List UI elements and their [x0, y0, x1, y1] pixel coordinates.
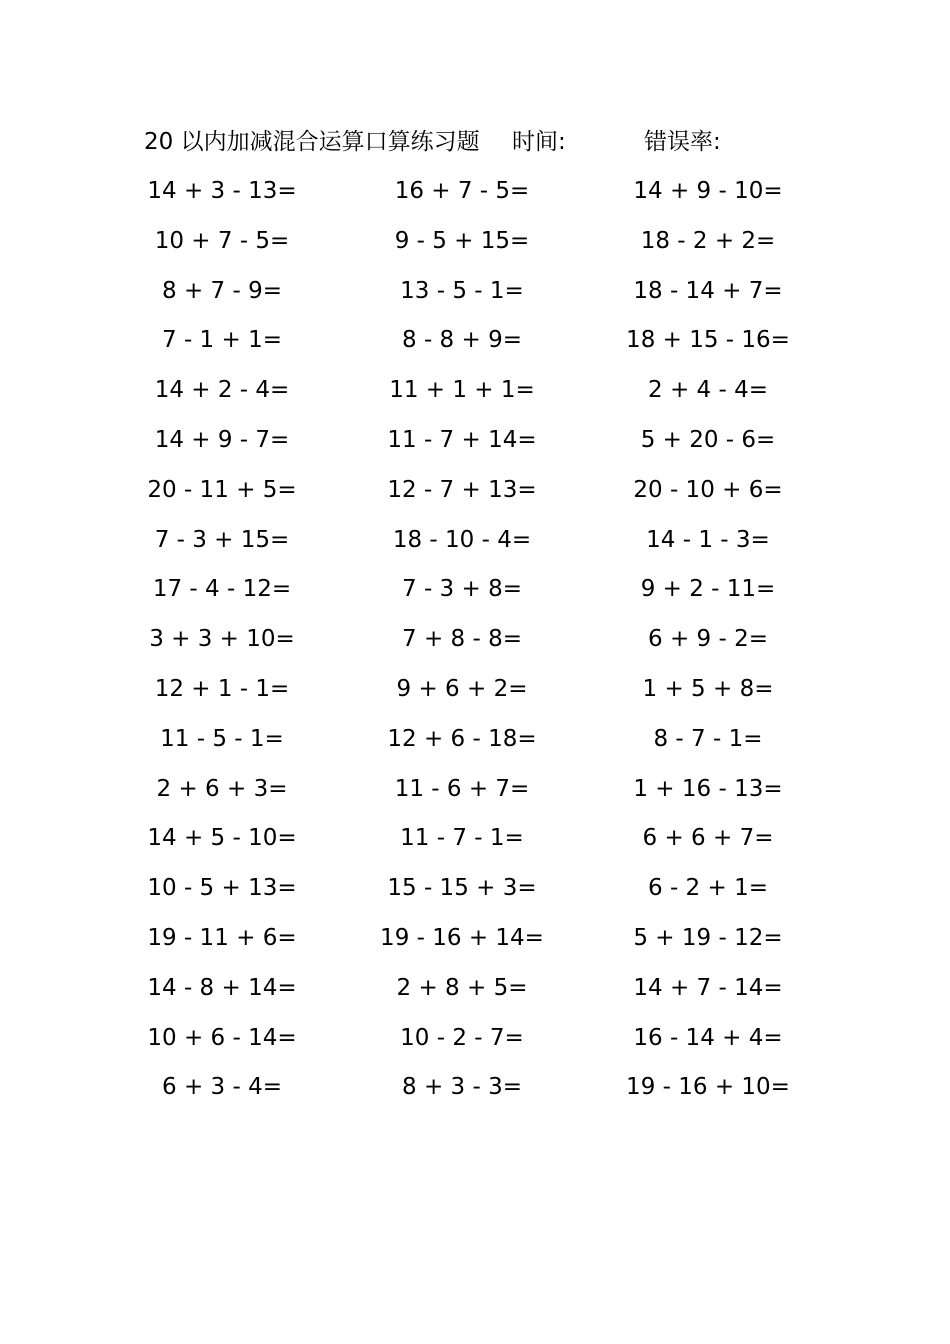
- arithmetic-problem: 5 + 19 - 12=: [633, 924, 783, 951]
- time-label: 时间:: [512, 129, 566, 155]
- problem-row: [140, 422, 810, 472]
- arithmetic-problem: 14 + 5 - 10=: [147, 825, 297, 852]
- arithmetic-problem: 10 + 6 - 14=: [147, 1024, 297, 1051]
- arithmetic-problem: 18 + 15 - 16=: [626, 327, 790, 354]
- arithmetic-problem: 16 - 14 + 4=: [633, 1024, 783, 1051]
- arithmetic-problem: 6 + 6 + 7=: [642, 825, 774, 852]
- arithmetic-problem: 12 + 1 - 1=: [154, 675, 290, 702]
- arithmetic-problem: 14 + 7 - 14=: [633, 974, 783, 1001]
- arithmetic-problem: 18 - 10 - 4=: [392, 526, 532, 553]
- arithmetic-problem: 10 - 5 + 13=: [147, 875, 297, 902]
- arithmetic-problem: 17 - 4 - 12=: [152, 576, 292, 603]
- arithmetic-problem: 8 + 7 - 9=: [162, 277, 282, 304]
- arithmetic-problem: 6 - 2 + 1=: [648, 875, 768, 902]
- arithmetic-problem: 13 - 5 - 1=: [400, 277, 524, 304]
- arithmetic-problem: 14 + 2 - 4=: [154, 377, 290, 404]
- arithmetic-problem: 6 + 9 - 2=: [648, 626, 768, 653]
- arithmetic-problem: 14 + 3 - 13=: [147, 178, 297, 204]
- arithmetic-problem: 11 - 5 - 1=: [160, 725, 284, 752]
- arithmetic-problem: 18 - 2 + 2=: [640, 227, 776, 254]
- arithmetic-problem: 11 + 1 + 1=: [389, 377, 535, 404]
- arithmetic-problem: 16 + 7 - 5=: [394, 178, 530, 204]
- problem-row: [140, 472, 810, 522]
- arithmetic-problem: 14 - 8 + 14=: [147, 974, 297, 1001]
- error-rate-label: 错误率:: [644, 129, 721, 155]
- arithmetic-problem: 20 - 10 + 6=: [633, 476, 783, 503]
- arithmetic-problem: 7 - 3 + 8=: [402, 576, 522, 603]
- arithmetic-problem: 19 - 11 + 6=: [147, 924, 297, 951]
- arithmetic-problem: 1 + 5 + 8=: [642, 675, 774, 702]
- arithmetic-problem: 14 + 9 - 7=: [154, 426, 290, 453]
- arithmetic-problem: 18 - 14 + 7=: [633, 277, 783, 304]
- arithmetic-problem: 8 - 7 - 1=: [653, 725, 763, 752]
- arithmetic-problem: 2 + 8 + 5=: [396, 974, 528, 1001]
- problem-row: [140, 571, 810, 621]
- problem-row: [140, 621, 810, 671]
- problem-row: [140, 671, 810, 721]
- problem-row: [140, 970, 810, 1020]
- problem-row: [140, 322, 810, 372]
- arithmetic-problem: 8 + 3 - 3=: [402, 1074, 522, 1101]
- arithmetic-problem: 10 - 2 - 7=: [400, 1024, 524, 1051]
- worksheet-header: [144, 124, 804, 160]
- arithmetic-problem: 11 - 7 + 14=: [387, 426, 537, 453]
- arithmetic-problem: 11 - 7 - 1=: [400, 825, 524, 852]
- problem-row: [140, 1020, 810, 1070]
- problem-row: [140, 1069, 810, 1119]
- arithmetic-problem: 19 - 16 + 10=: [626, 1074, 790, 1101]
- arithmetic-problem: 8 - 8 + 9=: [402, 327, 522, 354]
- arithmetic-problem: 5 + 20 - 6=: [640, 426, 776, 453]
- arithmetic-problem: 12 + 6 - 18=: [387, 725, 537, 752]
- problem-row: [140, 870, 810, 920]
- problem-grid: [140, 173, 810, 1119]
- arithmetic-problem: 9 + 6 + 2=: [396, 675, 528, 702]
- problem-row: [140, 372, 810, 422]
- arithmetic-problem: 15 - 15 + 3=: [387, 875, 537, 902]
- problem-row: [140, 223, 810, 273]
- arithmetic-problem: 2 + 6 + 3=: [156, 775, 288, 802]
- arithmetic-problem: 20 - 11 + 5=: [147, 476, 297, 503]
- arithmetic-problem: 6 + 3 - 4=: [162, 1074, 282, 1101]
- arithmetic-problem: 19 - 16 + 14=: [380, 924, 544, 951]
- arithmetic-problem: 7 - 3 + 15=: [154, 526, 290, 553]
- worksheet-title: 20 以内加减混合运算口算练习题: [144, 129, 480, 155]
- problem-row: [140, 820, 810, 870]
- arithmetic-problem: 7 - 1 + 1=: [162, 327, 282, 354]
- arithmetic-problem: 10 + 7 - 5=: [154, 227, 290, 254]
- arithmetic-problem: 9 + 2 - 11=: [640, 576, 776, 603]
- arithmetic-problem: 9 - 5 + 15=: [394, 227, 530, 254]
- arithmetic-problem: 7 + 8 - 8=: [402, 626, 522, 653]
- problem-row: [140, 771, 810, 821]
- arithmetic-problem: 2 + 4 - 4=: [648, 377, 768, 404]
- problem-row: [140, 920, 810, 970]
- arithmetic-problem: 14 - 1 - 3=: [646, 526, 770, 553]
- arithmetic-problem: 12 - 7 + 13=: [387, 476, 537, 503]
- arithmetic-problem: 14 + 9 - 10=: [633, 178, 783, 204]
- arithmetic-problem: 1 + 16 - 13=: [633, 775, 783, 802]
- problem-row: [140, 273, 810, 323]
- arithmetic-problem: 3 + 3 + 10=: [149, 626, 295, 653]
- arithmetic-problem: 11 - 6 + 7=: [394, 775, 530, 802]
- problem-row: [140, 173, 810, 223]
- problem-row: [140, 721, 810, 771]
- problem-row: [140, 522, 810, 572]
